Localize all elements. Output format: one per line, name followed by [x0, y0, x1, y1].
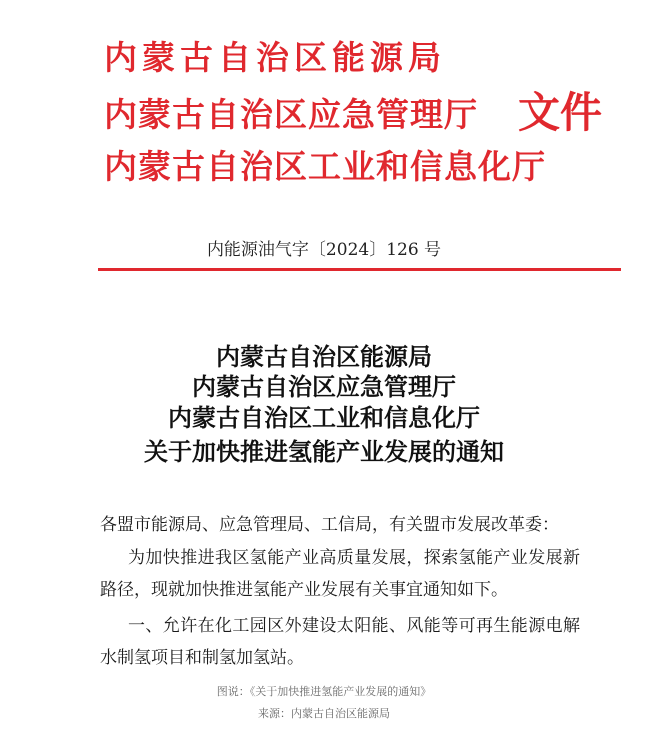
red-divider [98, 268, 621, 271]
title-line-4: 关于加快推进氢能产业发展的通知 [144, 437, 504, 466]
title-line-2: 内蒙古自治区应急管理厅 [192, 372, 456, 401]
image-caption: 图说：《关于加快推进氢能产业发展的通知》 [216, 685, 432, 698]
document-label: 文件 [518, 88, 603, 137]
issuer-energy-bureau: 内蒙古自治区能源局 [104, 38, 446, 77]
image-source: 来源：内蒙古自治区能源局 [258, 707, 390, 720]
title-line-3: 内蒙古自治区工业和信息化厅 [168, 403, 480, 432]
paragraph-1-line-2: 路径，现就加快推进氢能产业发展有关事宜通知如下。 [100, 580, 508, 600]
doc-number: 内能源油气字〔2024〕126 号 [206, 240, 442, 260]
paragraph-2-line-1: 一、允许在化工园区外建设太阳能、风能等可再生能源电解 [128, 616, 581, 636]
issuer-emergency-department: 内蒙古自治区应急管理厅 [104, 95, 478, 134]
addressees: 各盟市能源局、应急管理局、工信局，有关盟市发展改革委： [100, 515, 559, 535]
title-line-1: 内蒙古自治区能源局 [216, 342, 432, 371]
paragraph-2-line-2: 水制氢项目和制氢加氢站。 [100, 648, 304, 668]
paragraph-1-line-1: 为加快推进我区氢能产业高质量发展，探索氢能产业发展新 [128, 548, 581, 568]
issuer-industry-department: 内蒙古自治区工业和信息化厅 [104, 147, 546, 186]
